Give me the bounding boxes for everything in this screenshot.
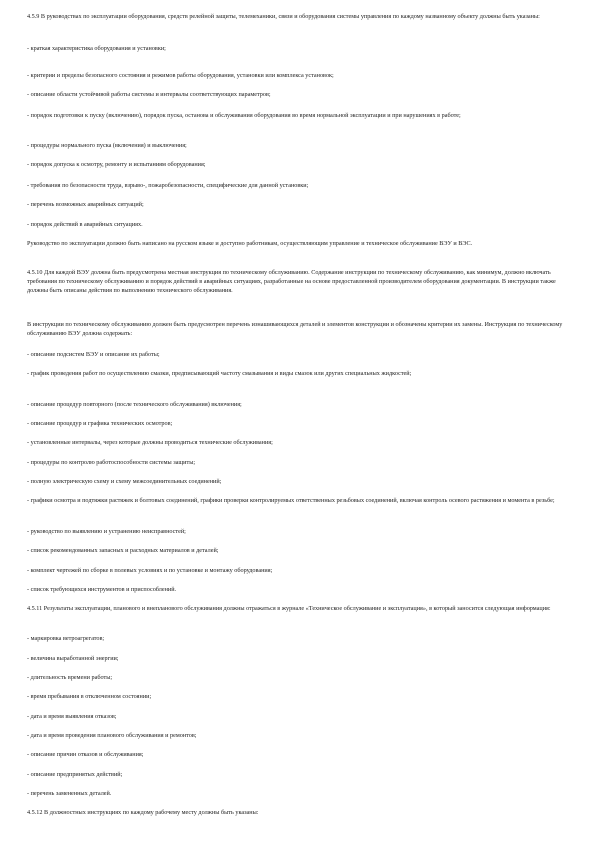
paragraph: Руководство по эксплуатации должно быть написано на русском языке и доступно работникам, осуществляющим управление и техническое обслуживание ВЭУ и ВЭС. — [27, 240, 473, 247]
clause-4-5-11: 4.5.11 Результаты эксплуатации, планового и внепланового обслуживания должны отражаться в журнале «Техническое обслуживание и эксплуатация», в который заносится следующая информация: — [27, 605, 551, 612]
list-item: - критерии и пределы безопасного состояния и режимов работы оборудования, установки или комплекса установок; — [27, 72, 334, 79]
clause-4-5-12: 4.5.12 В должностных инструкциях по каждому рабочему месту должны быть указаны: — [27, 809, 259, 816]
list-item: - описание причин отказов и обслуживания; — [27, 751, 144, 758]
list-item: - список требующихся инструментов и приспособлений. — [27, 586, 177, 593]
list-item: - график проведения работ по осуществлению смазки, предписывающий частоту смазывания и виды смазок или других специальных жидкостей; — [27, 370, 412, 377]
list-item: - описание подсистем ВЭУ и описание их работы; — [27, 351, 160, 358]
list-item: - описание предпринятых действий; — [27, 771, 123, 778]
list-item: - время пребывания в отключенном состоянии; — [27, 693, 152, 700]
list-item: - описание процедур повторного (после технического обслуживания) включения; — [27, 401, 242, 408]
list-item: - установленные интервалы, через которые должны проводиться технические обслуживания; — [27, 439, 273, 446]
list-item: - перечень замененных деталей. — [27, 790, 112, 797]
list-item: - полную электрическую схему и схему межсоединительных соединений; — [27, 478, 222, 485]
list-item: - требования по безопасности труда, взрыво-, пожаробезопасности, специфические для данной установки; — [27, 182, 309, 189]
list-item: - порядок действий в аварийных ситуациях. — [27, 221, 143, 228]
list-item: - перечень возможных аварийных ситуаций; — [27, 201, 144, 208]
list-item: - порядок подготовки к пуску (включению), порядок пуска, останова и обслуживания оборудования во время нормальной эксплуатации и при нарушениях в работе; — [27, 112, 461, 119]
list-item: - длительность времени работы; — [27, 674, 113, 681]
list-item: - величина выработанной энергии; — [27, 655, 119, 662]
list-item: - процедуры нормального пуска (включения) и выключения; — [27, 142, 187, 149]
list-item: - руководство по выявлению и устранению неисправностей; — [27, 528, 186, 535]
list-item: - маркировка ветроагрегатов; — [27, 635, 105, 642]
clause-4-5-10: 4.5.10 Для каждой ВЭУ должна быть предусмотрена местная инструкция по техническому обслуживанию. Содержание инструкции по техническому обслуживанию, как минимум, должно включать требования по техническому обслуживанию и порядок действий в аварийных ситуациях, разработанные на основе предоставленной производителем оборудования документации. В инструкции также должны быть описаны действия по выполнению технического обслуживания. — [27, 269, 556, 294]
clause-4-5-9: 4.5.9 В руководствах по эксплуатации оборудования, средств релейной защиты, телемеханики, связи и оборудования системы управления по каждому названному объекту должны быть указаны: — [27, 13, 540, 20]
list-item: - дата и время проведения планового обслуживания и ремонтов; — [27, 732, 197, 739]
list-item: - описание процедур и графика технических осмотров; — [27, 420, 173, 427]
list-item: - краткая характеристика оборудования и установки; — [27, 45, 166, 52]
list-item: - комплект чертежей по сборке в полевых условиях и по установке и монтажу оборудования; — [27, 567, 273, 574]
list-item: - порядок допуска к осмотру, ремонту и испытаниям оборудования; — [27, 161, 206, 168]
paragraph: В инструкции по техническому обслуживанию должен быть предусмотрен перечень изнашивающихся деталей и элементов конструкции и обозначены критерии их замены. Инструкция по техническому обслуживанию ВЭУ должна содержать: — [27, 321, 563, 337]
list-item: - дата и время выявления отказов; — [27, 713, 117, 720]
list-item: - описание области устойчивой работы системы и интервалы соответствующих параметров; — [27, 91, 271, 98]
list-item: - процедуры по контролю работоспособности системы защиты; — [27, 459, 196, 466]
list-item: - список рекомендованных запасных и расходных материалов и деталей; — [27, 547, 219, 554]
list-item: - графики осмотра и подтяжки растяжек и болтовых соединений, графики проверки контролируемых ответственных резьбовых соединений, включая контроль осевого растяжения и момента в резьбе; — [27, 497, 555, 504]
